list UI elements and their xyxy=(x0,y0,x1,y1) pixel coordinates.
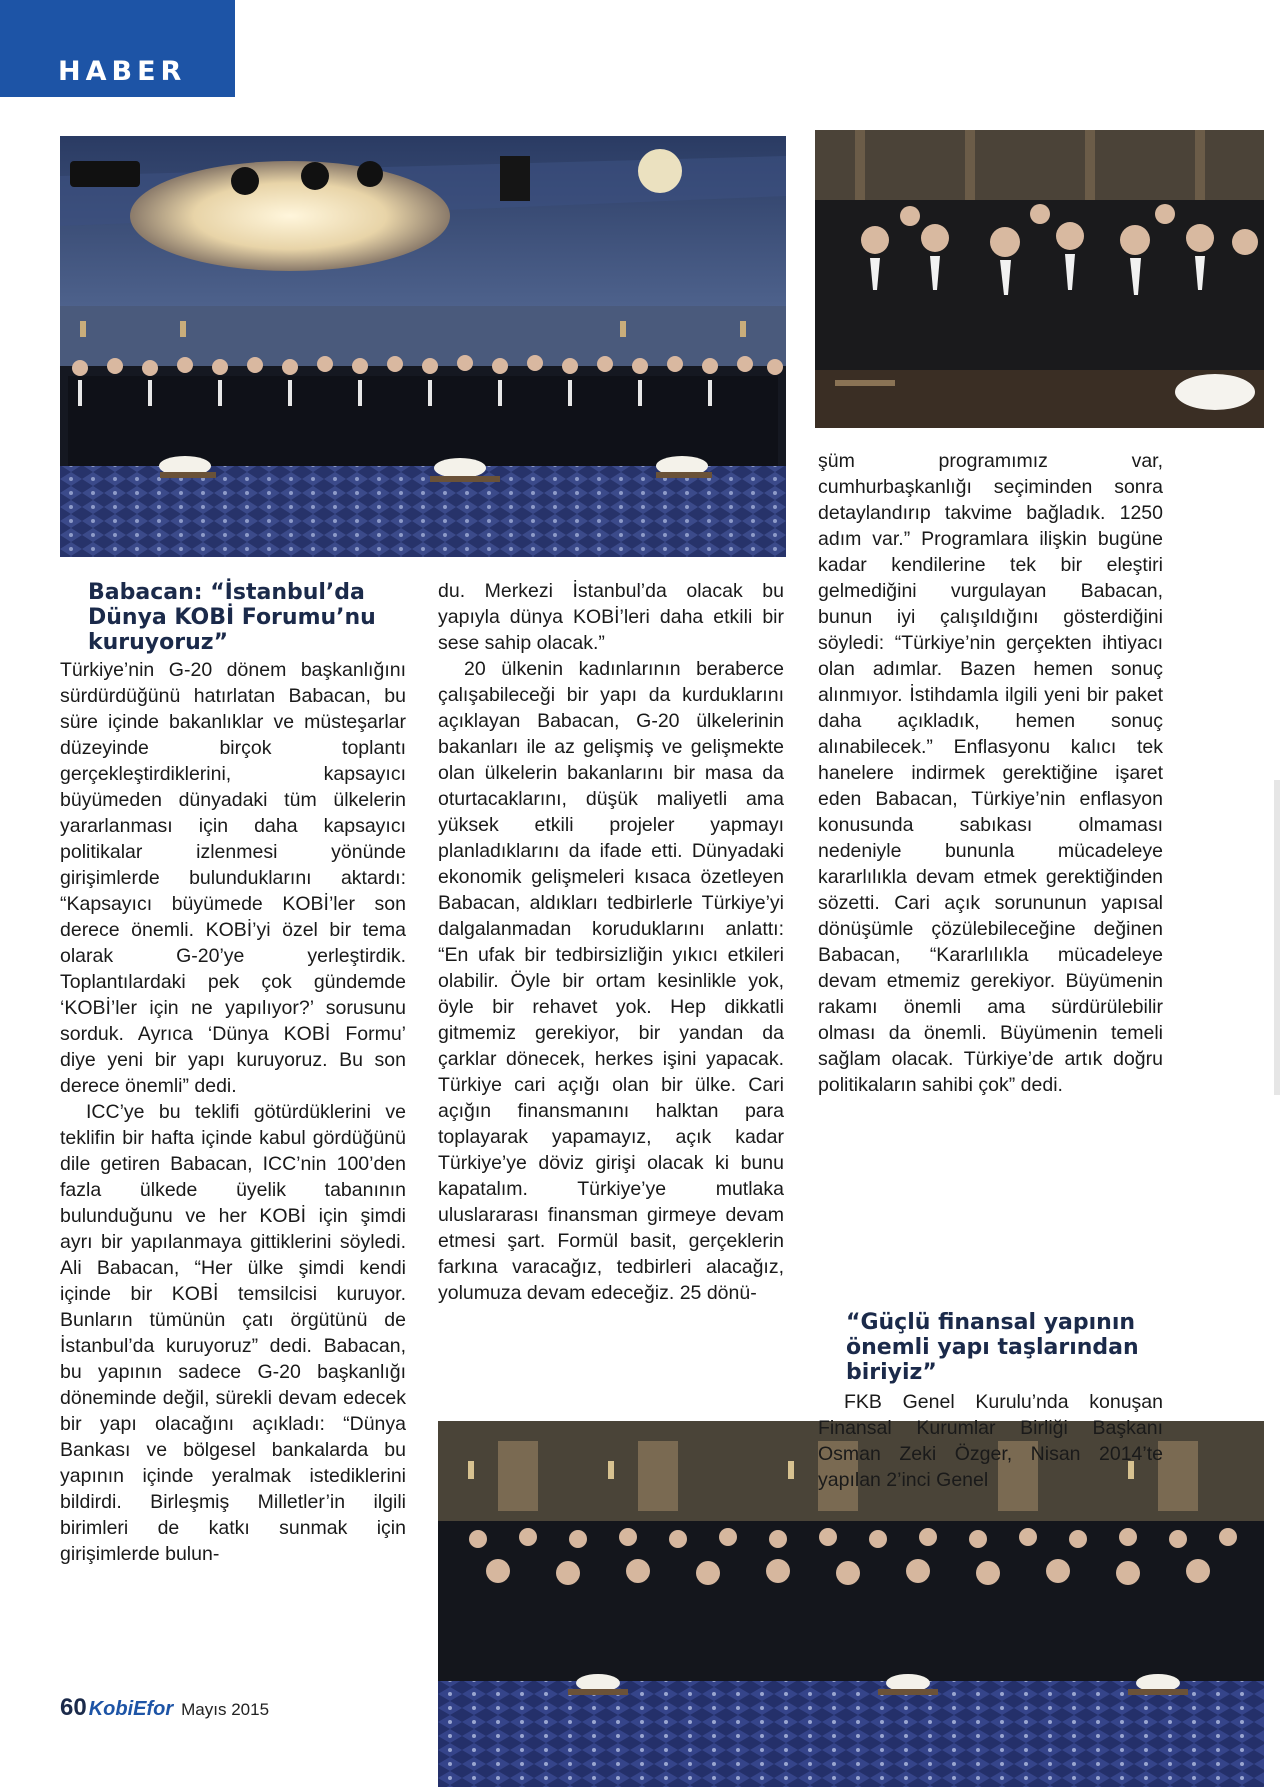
issue-date: Mayıs 2015 xyxy=(181,1700,270,1719)
paragraph: du. Merkezi İstanbul’da olacak bu yapıyla dünya KOBİ’leri daha etkili bir sese sahip olacak.” xyxy=(438,580,784,654)
paragraph: 20 ülkenin kadınlarının beraberce çalışabileceği bir yapı da kurduklarını açıklayan Babacan, G-20 ülkelerinin bakanları ile az gelişmiş ve gelişmekte olan ülkelerin bakanlarını bir masa da oturtacaklarını, düşük maliyetli ama yüksek etkili projeler yapmayı planladıklarını da ifade etti. Dünyadaki ekonomik gelişmeleri kısaca özetleyen Babacan, aldıkları tedbirlerle Türkiye’yi dalgalanmadan koruduklarını anlattı: “En ufak bir tedbirsizliğin yıkıcı etkileri olabilir. Öyle bir ortam kesinlikle yok, öyle bir rehavet yok. Hep dikkatli gitmemiz gerekiyor, bir yandan da çarklar dönecek, herkes işini yapacak. Türkiye cari açığı olan bir ülke. Cari açığın finansmanını halktan para toplayarak yapamayız, açık kadar Türkiye’ye döviz girişi olacak ki bunu kapatalım. Türkiye’ye mutlaka uluslararası finansman girmeye devam etmesi şart. Formül basit, gerçeklerin farkına varacağız, tedbirleri alacağız, yolumuza devam edeceğiz. 25 dönü- xyxy=(438,658,784,1304)
section-heading-babacan: Babacan: “İstanbul’da Dünya KOBİ Forumu’nu kuruyoruz” xyxy=(88,580,376,655)
paragraph: FKB Genel Kurulu’nda konuşan Finansal Kurumlar Birliği Başkanı Osman Zeki Özger, Nisan 2014’te yapılan 2’inci Genel xyxy=(818,1391,1163,1491)
page-number: 60 xyxy=(60,1694,87,1721)
article-column-3 xyxy=(818,448,1163,1098)
section-tag xyxy=(0,0,235,97)
event-photo-ballroom xyxy=(60,136,786,557)
article-column-2 xyxy=(438,578,784,1306)
publication-logo: KobiEfor xyxy=(88,1698,174,1720)
article-column-1 xyxy=(60,580,406,1567)
paragraph: Türkiye’nin G-20 dönem başkanlığını sürdürdüğünü hatırlatan Babacan, bu süre içinde bakanlıklar ve müsteşarlar düzeyinde birçok toplantı gerçekleştirdiklerini, kapsayıcı büyümeden dünyadaki tüm ülkelerin yararlanması için daha kapsayıcı politikalar izlenmesi yönünde girişimlerde bulunduklarını aktardı: “Kapsayıcı büyümede KOBİ’ler son derece önemli. KOBİ’yi özel bir tema olarak G-20’ye yerleştirdik. Toplantılardaki pek çok gündemde ‘KOBİ’ler için ne yapılıyor?’ sorusunu sorduk. Ayrıca ‘Dünya KOBİ Formu’ diye yeni bir yapı kuruyoruz. Bu son derece önemli” dedi. xyxy=(60,659,406,1097)
section-tag-label: HABER xyxy=(58,56,187,87)
page-edge-marker xyxy=(1274,780,1280,1095)
paragraph: ICC’ye bu teklifi götürdüklerini ve teklifin bir hafta içinde kabul gördüğünü dile getiren Babacan, ICC’nin 100’den fazla ülkede üyelik tabanının bulunduğunu ve her KOBİ için şimdi ayrı bir yapılanmaya gittiklerini söyledi. Ali Babacan, “Her ülke şimdi kendi içinde bir KOBİ temsilcisi kuruyor. Bunların tümünün çatı örgütünü de İstanbul’da kuruyoruz” dedi. Babacan, bu yapının sadece G-20 başkanlığı döneminde değil, sürekli devam edecek bir yapı olacağını açıkladı: “Dünya Bankası ve bölgesel bankalarda bu yapının içinde yeralmak istediklerini bildirdi. Birleşmiş Milletler’in ilgili birimleri de katkı sunmak için girişimlerde bulun- xyxy=(60,1101,406,1565)
page-footer xyxy=(60,1694,269,1722)
event-photo-front-row xyxy=(815,130,1264,428)
paragraph: şüm programımız var, cumhurbaşkanlığı seçiminden sonra detaylandırıp takvime bağladık. 1250 adım var.” Programlara ilişkin bugüne kadar kendilerine tek bir eleştiri gelmediğini vurgulayan Babacan, bunun iyi çalışıldığını gösterdiğini söyledi: “Türkiye’nin gerçekten ihtiyacı olan adımlar. Bazen hemen sonuç alınmıyor. İstihdamla ilgili yeni bir paket daha açıkladık, hemen sonuç alınabilecek.” Enflasyonu kalıcı tek hanelere indirmek gerektiğine işaret eden Babacan, Türkiye’nin enflasyon konusunda sabıkası olmaması nedeniyle bununla mücadeleye kararlılıkla devam etmek gerektiğinden sözetti. Cari açık sorununun yapısal dönüşümle çözülebileceğine değinen Babacan, “Kararlılıkla mücadeleye devam etmemiz gerekiyor. Büyümenin rakamı önemli ama sürdürülebilir olması da önemli. Büyümenin temeli sağlam olacak. Türkiye’de artık doğru politikaların sahibi çok” dedi. xyxy=(818,450,1163,1096)
article-column-3-section-2 xyxy=(818,1310,1163,1493)
section-heading-finansal: “Güçlü finansal yapının önemli yapı taşlarından biriyiz” xyxy=(846,1310,1139,1385)
